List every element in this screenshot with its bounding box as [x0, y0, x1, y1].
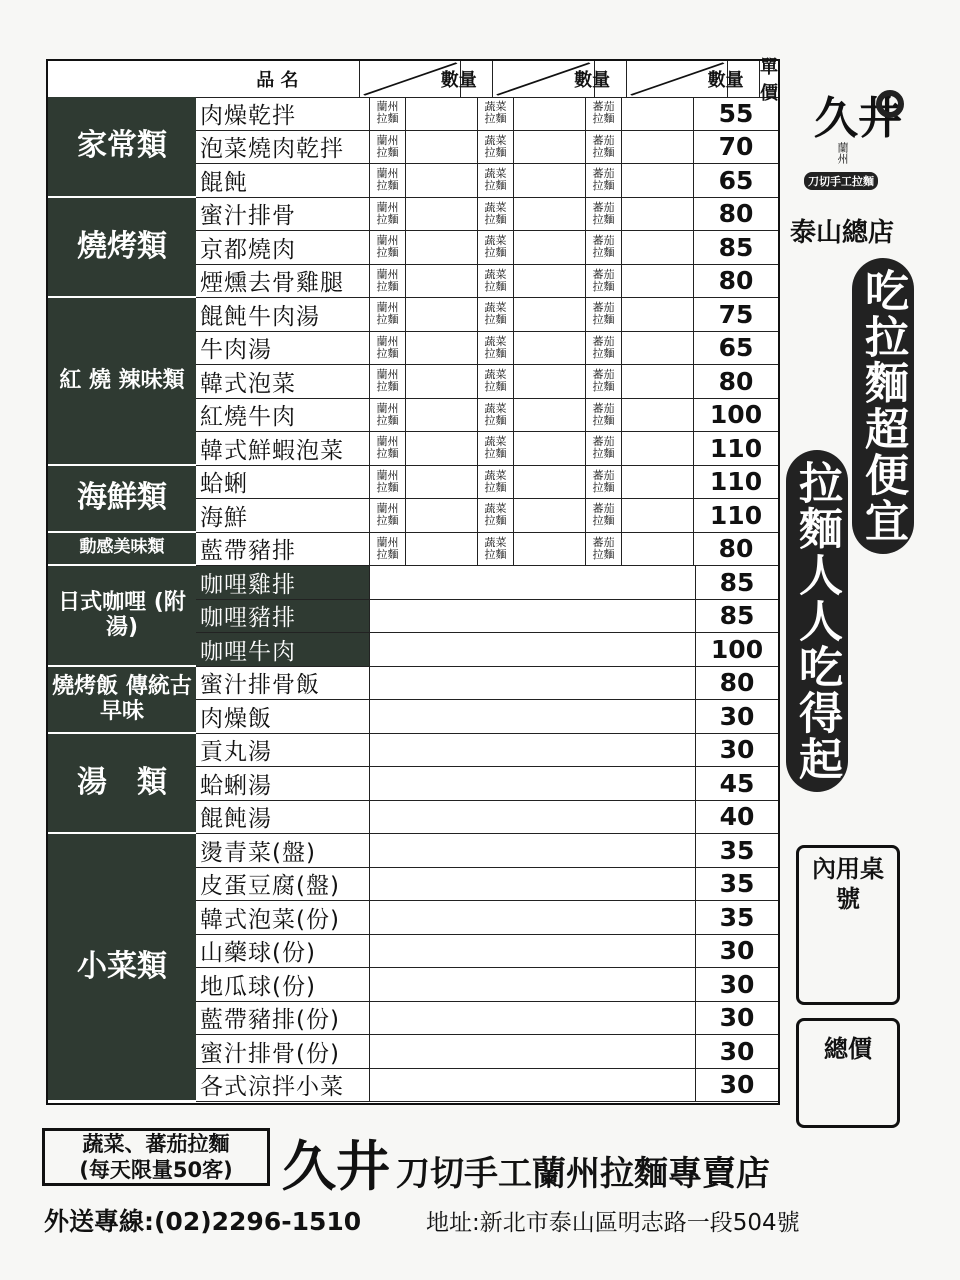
quantity-field[interactable]: [622, 265, 694, 298]
table-row: [196, 265, 778, 299]
table-row: [196, 332, 778, 366]
item-name: 餛飩: [196, 164, 370, 197]
item-name: 藍帶豬排(份): [196, 1002, 370, 1035]
quantity-field[interactable]: [622, 131, 694, 164]
item-price: 80: [719, 668, 755, 698]
noodle-option-c: 蕃茄 拉麵: [586, 533, 622, 566]
item-price: 70: [718, 132, 754, 162]
item-price: 30: [719, 735, 755, 765]
table-row: [196, 499, 778, 533]
table-row: [196, 801, 778, 835]
quantity-field[interactable]: [622, 533, 694, 566]
noodle-option-b: 蔬菜 拉麵: [478, 365, 514, 398]
quantity-field[interactable]: [514, 533, 586, 566]
noodle-option-a: 蘭州 拉麵: [370, 365, 406, 398]
quantity-field[interactable]: [406, 231, 478, 264]
category-label: 湯 類: [48, 734, 196, 835]
noodle-option-a: 蘭州 拉麵: [370, 265, 406, 298]
table-row: [196, 198, 778, 232]
item-price: 55: [718, 98, 754, 128]
noodle-option-b: 蔬菜 拉麵: [478, 265, 514, 298]
quantity-field[interactable]: [622, 365, 694, 398]
category-label: 動感美味類: [48, 533, 196, 567]
item-name: 煙燻去骨雞腿: [196, 265, 370, 298]
noodle-option-c: 蕃茄 拉麵: [586, 432, 622, 465]
item-price: 65: [718, 165, 754, 195]
quantity-field[interactable]: [514, 131, 586, 164]
footer-brand: 久井: [282, 1135, 390, 1198]
quantity-field[interactable]: [406, 298, 478, 331]
item-price: 30: [719, 936, 755, 966]
quantity-field[interactable]: [370, 1035, 696, 1068]
quantity-field[interactable]: [514, 466, 586, 499]
quantity-field[interactable]: [514, 231, 586, 264]
logo-text: 久井: [814, 93, 902, 144]
noodle-option-b: 蔬菜 拉麵: [478, 97, 514, 130]
table-row: [196, 466, 778, 500]
table-row: [196, 1035, 778, 1069]
quantity-field[interactable]: [622, 499, 694, 532]
noodle-option-b: 蔬菜 拉麵: [478, 399, 514, 432]
table-row: [196, 767, 778, 801]
quantity-field[interactable]: [622, 298, 694, 331]
item-name: 咖哩豬排: [196, 600, 370, 633]
quantity-field[interactable]: [622, 164, 694, 197]
table-row: [196, 968, 778, 1002]
category-label: 燒烤類: [48, 198, 196, 299]
item-name: 蜜汁排骨(份): [196, 1035, 370, 1068]
item-name: 燙青菜(盤): [196, 834, 370, 867]
quantity-field[interactable]: [514, 97, 586, 130]
item-price: 80: [718, 266, 754, 296]
menu-table: [46, 59, 780, 1105]
quantity-field[interactable]: [622, 399, 694, 432]
table-row: [196, 399, 778, 433]
quantity-field[interactable]: [514, 499, 586, 532]
quantity-field[interactable]: [406, 533, 478, 566]
limit-note: [42, 1128, 270, 1186]
item-name: 韓式泡菜(份): [196, 901, 370, 934]
logo-sub-text: 刀切手工拉麵: [804, 172, 878, 190]
quantity-field[interactable]: [370, 667, 696, 700]
noodle-option-a: 蘭州 拉麵: [370, 399, 406, 432]
item-price: 85: [718, 232, 754, 262]
noodle-option-c: 蕃茄 拉麵: [586, 198, 622, 231]
noodle-option-b: 蔬菜 拉麵: [478, 298, 514, 331]
noodle-option-c: 蕃茄 拉麵: [586, 97, 622, 130]
noodle-option-b: 蔬菜 拉麵: [478, 198, 514, 231]
noodle-option-b: 蔬菜 拉麵: [478, 332, 514, 365]
quantity-field[interactable]: [370, 935, 696, 968]
noodle-option-a: 蘭州 拉麵: [370, 298, 406, 331]
table-row: [196, 734, 778, 768]
delivery-line[interactable]: 外送專線:(02)2296-1510: [44, 1207, 362, 1236]
noodle-option-b: 蔬菜 拉麵: [478, 231, 514, 264]
quantity-field[interactable]: [406, 432, 478, 465]
quantity-field[interactable]: [406, 466, 478, 499]
total-price-box[interactable]: [796, 1018, 900, 1128]
item-name: 京都燒肉: [196, 231, 370, 264]
item-price: 80: [718, 534, 754, 564]
item-price: 80: [718, 366, 754, 396]
table-row: [196, 633, 778, 667]
quantity-field[interactable]: [514, 265, 586, 298]
quantity-field[interactable]: [370, 801, 696, 834]
table-row: [196, 298, 778, 332]
table-number-box[interactable]: [796, 845, 900, 1005]
noodle-option-b: 蔬菜 拉麵: [478, 131, 514, 164]
noodle-option-b: 蔬菜 拉麵: [478, 164, 514, 197]
table-row: [196, 700, 778, 734]
noodle-option-c: 蕃茄 拉麵: [586, 164, 622, 197]
noodle-option-c: 蕃茄 拉麵: [586, 131, 622, 164]
table-row: [196, 667, 778, 701]
noodle-option-c: 蕃茄 拉麵: [586, 466, 622, 499]
table-row: [196, 868, 778, 902]
noodle-option-b: 蔬菜 拉麵: [478, 466, 514, 499]
item-name: 貢丸湯: [196, 734, 370, 767]
total-price-label: 總價: [824, 1035, 872, 1063]
noodle-option-c: 蕃茄 拉麵: [586, 231, 622, 264]
noodle-option-c: 蕃茄 拉麵: [586, 298, 622, 331]
item-price: 110: [709, 467, 763, 497]
table-row: [196, 566, 778, 600]
slogan-2: 拉麵人人吃得起: [786, 450, 848, 792]
quantity-field[interactable]: [514, 332, 586, 365]
item-name: 餛飩牛肉湯: [196, 298, 370, 331]
item-price: 30: [719, 969, 755, 999]
limit-note-line1: 蔬菜、蕃茄拉麵: [82, 1132, 230, 1156]
quantity-field[interactable]: [514, 432, 586, 465]
quantity-field[interactable]: [370, 566, 696, 599]
limit-note-line2: (每天限量50客): [79, 1158, 233, 1182]
footer-shop-name: 刀切手工蘭州拉麵專賣店: [396, 1154, 770, 1194]
header-price: 單價: [759, 57, 778, 104]
quantity-field[interactable]: [370, 734, 696, 767]
address-line: 地址:新北市泰山區明志路一段504號: [426, 1210, 800, 1236]
quantity-field[interactable]: [370, 868, 696, 901]
category-label: 小菜類: [48, 834, 196, 1102]
noodle-option-a: 蘭州 拉麵: [370, 231, 406, 264]
noodle-option-a: 蘭州 拉麵: [370, 466, 406, 499]
quantity-field[interactable]: [514, 365, 586, 398]
category-label: 紅 燒 辣味類: [48, 298, 196, 466]
item-price: 30: [719, 701, 755, 731]
item-name: 蛤蜊: [196, 466, 370, 499]
noodle-option-a: 蘭州 拉麵: [370, 432, 406, 465]
item-name: 泡菜燒肉乾拌: [196, 131, 370, 164]
noodle-option-a: 蘭州 拉麵: [370, 198, 406, 231]
table-header: [196, 57, 778, 104]
item-price: 35: [719, 869, 755, 899]
quantity-field[interactable]: [514, 298, 586, 331]
quantity-field[interactable]: [406, 365, 478, 398]
table-row: [196, 131, 778, 165]
table-row: [196, 432, 778, 466]
quantity-field[interactable]: [406, 198, 478, 231]
quantity-field[interactable]: [514, 164, 586, 197]
item-name: 肉燥飯: [196, 700, 370, 733]
item-price: 110: [709, 433, 763, 463]
quantity-field[interactable]: [370, 633, 696, 666]
quantity-field[interactable]: [370, 767, 696, 800]
item-name: 紅燒牛肉: [196, 399, 370, 432]
item-price: 85: [719, 601, 755, 631]
item-name: 韓式鮮蝦泡菜: [196, 432, 370, 465]
item-price: 65: [718, 333, 754, 363]
item-name: 咖哩雞排: [196, 566, 370, 599]
quantity-field[interactable]: [406, 164, 478, 197]
item-name: 咖哩牛肉: [196, 633, 370, 666]
noodle-option-a: 蘭州 拉麵: [370, 164, 406, 197]
item-name: 皮蛋豆腐(盤): [196, 868, 370, 901]
item-price: 45: [719, 768, 755, 798]
quantity-field[interactable]: [370, 834, 696, 867]
item-name: 山藥球(份): [196, 935, 370, 968]
quantity-field[interactable]: [406, 399, 478, 432]
item-price: 35: [719, 902, 755, 932]
header-name: 品 名: [196, 61, 360, 97]
brand-logo: [804, 82, 924, 192]
noodle-option-b: 蔬菜 拉麵: [478, 533, 514, 566]
item-name: 藍帶豬排: [196, 533, 370, 566]
item-name: 餛飩湯: [196, 801, 370, 834]
noodle-option-a: 蘭州 拉麵: [370, 332, 406, 365]
table-row: [196, 1069, 778, 1103]
item-price: 30: [719, 1003, 755, 1033]
logo-circle-icon: [876, 90, 904, 118]
quantity-field[interactable]: [514, 399, 586, 432]
table-row: [196, 164, 778, 198]
quantity-field[interactable]: [406, 332, 478, 365]
table-row: [196, 600, 778, 634]
item-price: 80: [718, 199, 754, 229]
noodle-option-b: 蔬菜 拉麵: [478, 499, 514, 532]
table-row: [196, 231, 778, 265]
noodle-option-c: 蕃茄 拉麵: [586, 332, 622, 365]
quantity-field[interactable]: [406, 265, 478, 298]
item-price: 85: [719, 567, 755, 597]
header-qty-2: 數量: [559, 61, 627, 97]
noodle-option-c: 蕃茄 拉麵: [586, 265, 622, 298]
table-row: [196, 97, 778, 131]
table-number-label: 內用桌號: [812, 855, 884, 913]
noodle-option-c: 蕃茄 拉麵: [586, 399, 622, 432]
item-name: 肉燥乾拌: [196, 97, 370, 130]
category-label: 燒烤飯 傳統古早味: [48, 667, 196, 734]
table-row: [196, 901, 778, 935]
quantity-field[interactable]: [622, 198, 694, 231]
quantity-field[interactable]: [514, 198, 586, 231]
item-price: 30: [719, 1036, 755, 1066]
category-label: 海鮮類: [48, 466, 196, 533]
item-name: 蜜汁排骨: [196, 198, 370, 231]
item-price: 100: [710, 634, 764, 664]
item-name: 蛤蜊湯: [196, 767, 370, 800]
noodle-option-a: 蘭州 拉麵: [370, 97, 406, 130]
quantity-field[interactable]: [370, 600, 696, 633]
quantity-field[interactable]: [406, 97, 478, 130]
noodle-option-c: 蕃茄 拉麵: [586, 499, 622, 532]
quantity-field[interactable]: [370, 1069, 696, 1102]
item-name: 韓式泡菜: [196, 365, 370, 398]
noodle-option-a: 蘭州 拉麵: [370, 499, 406, 532]
noodle-option-a: 蘭州 拉麵: [370, 131, 406, 164]
item-name: 牛肉湯: [196, 332, 370, 365]
item-price: 30: [719, 1070, 755, 1100]
branch-name: 泰山總店: [790, 218, 895, 248]
table-row: [196, 1002, 778, 1036]
table-row: [196, 935, 778, 969]
quantity-field[interactable]: [622, 432, 694, 465]
quantity-field[interactable]: [622, 231, 694, 264]
header-qty-1: 數量: [425, 61, 493, 97]
quantity-field[interactable]: [370, 968, 696, 1001]
quantity-field[interactable]: [370, 1002, 696, 1035]
table-row: [196, 834, 778, 868]
quantity-field[interactable]: [406, 499, 478, 532]
category-label: 家常類: [48, 97, 196, 198]
quantity-field[interactable]: [622, 332, 694, 365]
logo-side-text: 蘭州: [836, 142, 849, 164]
item-name: 各式涼拌小菜: [196, 1069, 370, 1102]
item-name: 蜜汁排骨飯: [196, 667, 370, 700]
category-label: 日式咖哩 (附湯): [48, 566, 196, 667]
quantity-field[interactable]: [622, 466, 694, 499]
item-price: 75: [718, 299, 754, 329]
table-row: [196, 365, 778, 399]
item-name: 地瓜球(份): [196, 968, 370, 1001]
item-price: 110: [709, 500, 763, 530]
item-name: 海鮮: [196, 499, 370, 532]
table-row: [196, 533, 778, 567]
header-qty-3: 數量: [692, 61, 760, 97]
quantity-field[interactable]: [622, 97, 694, 130]
noodle-option-b: 蔬菜 拉麵: [478, 432, 514, 465]
item-price: 100: [709, 400, 763, 430]
quantity-field[interactable]: [370, 901, 696, 934]
quantity-field[interactable]: [406, 131, 478, 164]
item-price: 35: [719, 835, 755, 865]
item-price: 40: [719, 802, 755, 832]
noodle-option-a: 蘭州 拉麵: [370, 533, 406, 566]
slogan-1: 吃拉麵超便宜: [852, 258, 914, 554]
noodle-option-c: 蕃茄 拉麵: [586, 365, 622, 398]
quantity-field[interactable]: [370, 700, 696, 733]
